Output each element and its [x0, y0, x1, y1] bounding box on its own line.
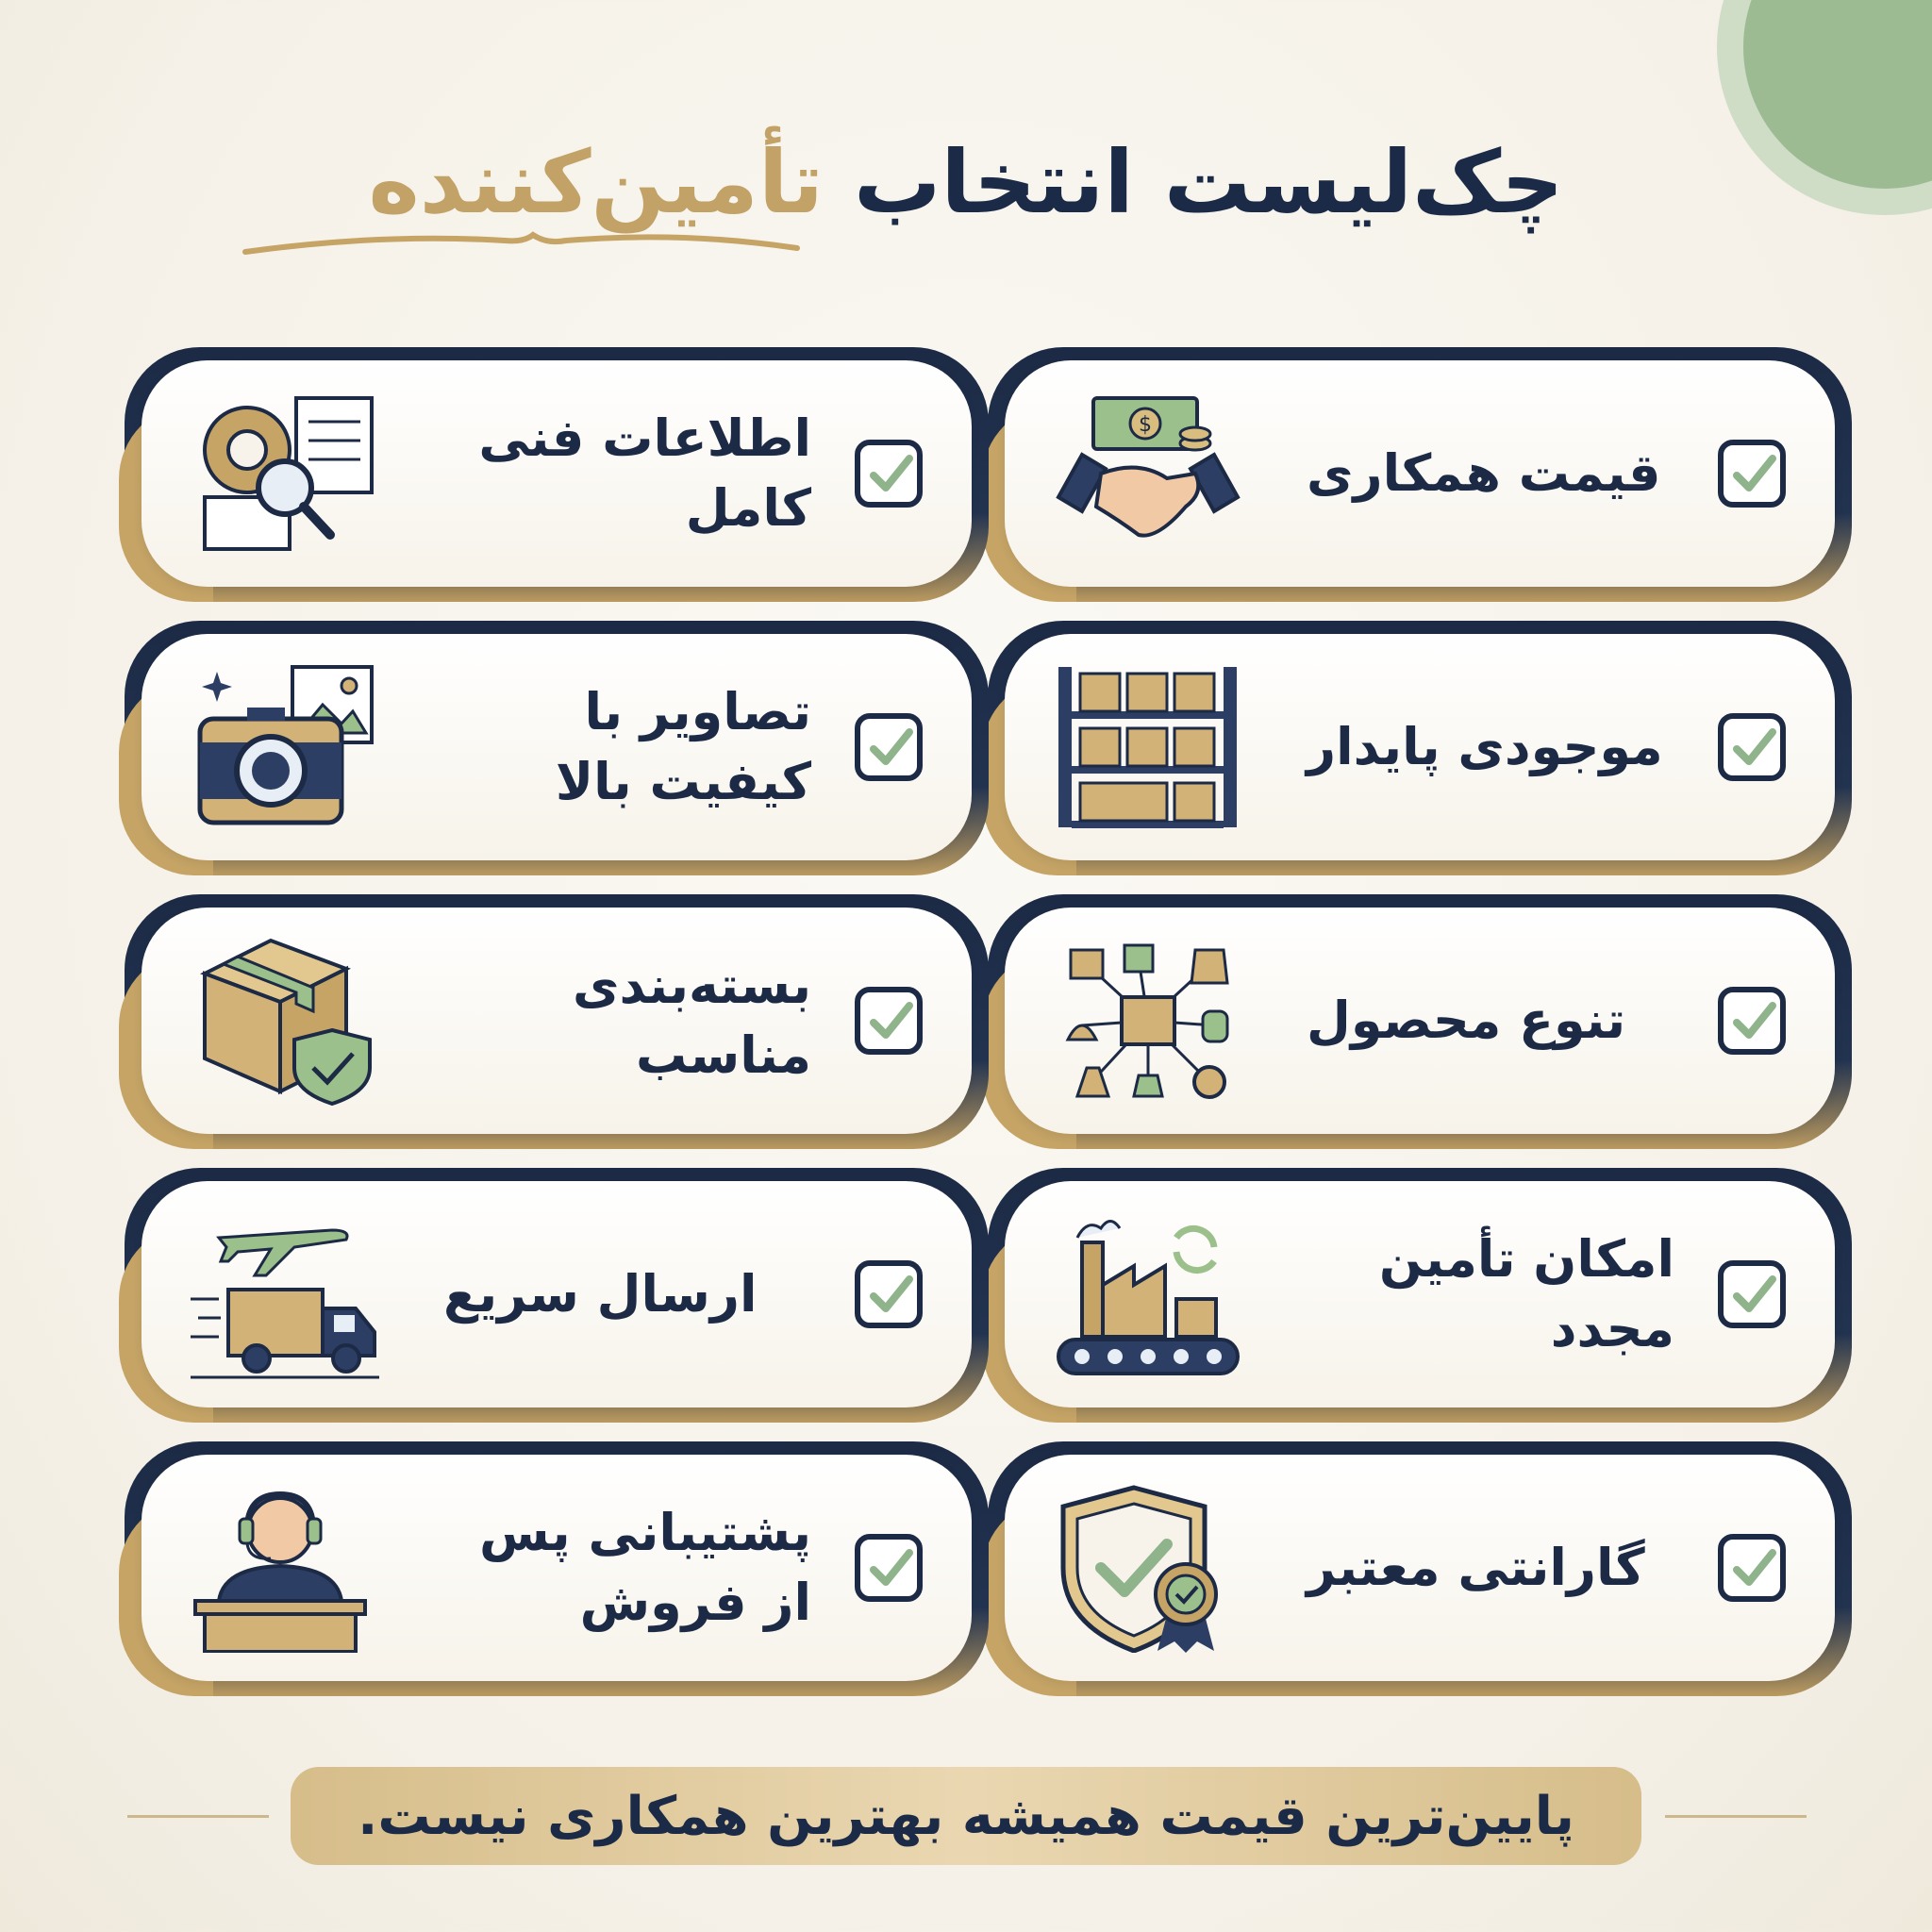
item-label: پشتیبانی پس از فروش	[479, 1503, 811, 1632]
box-shield-icon	[191, 936, 379, 1106]
checklist-item[interactable]	[1005, 1455, 1835, 1681]
checklist-item[interactable]	[142, 1455, 972, 1681]
item-label: موجودی پایدار	[1307, 717, 1663, 776]
gear-document-search-icon	[191, 389, 379, 558]
checklist-item[interactable]	[1005, 1181, 1835, 1407]
checkbox[interactable]	[855, 440, 923, 508]
checkbox[interactable]	[855, 1260, 923, 1328]
checklist-item[interactable]	[1005, 908, 1835, 1134]
item-label: قیمت همکاری	[1307, 443, 1661, 503]
footer-text: پایین‌ترین قیمت همیشه بهترین همکاری نیست.	[358, 1785, 1574, 1847]
checklist-item[interactable]	[142, 360, 972, 587]
item-label: گارانتی معتبر	[1307, 1538, 1645, 1597]
item-label: امکان تأمین مجدد	[1378, 1229, 1674, 1358]
checkbox[interactable]	[855, 1534, 923, 1602]
item-label: بسته‌بندی مناسب	[572, 956, 811, 1085]
checklist-item[interactable]	[142, 908, 972, 1134]
svg-text:$: $	[1139, 413, 1152, 437]
item-label: تصاویر با کیفیت بالا	[555, 682, 811, 811]
warehouse-shelf-icon	[1054, 662, 1242, 832]
title-accent: تأمین‌کننده	[368, 132, 824, 233]
checkbox[interactable]	[1718, 1534, 1786, 1602]
factory-conveyor-icon	[1054, 1209, 1242, 1379]
checkbox[interactable]	[1718, 440, 1786, 508]
handshake-money-icon	[1054, 389, 1242, 558]
checklist-item[interactable]	[142, 634, 972, 860]
checkbox[interactable]	[1718, 1260, 1786, 1328]
plane-truck-icon	[191, 1209, 379, 1379]
checkbox[interactable]	[1718, 987, 1786, 1055]
support-agent-icon	[191, 1483, 379, 1653]
checklist-item[interactable]	[1005, 634, 1835, 860]
footer-divider-left	[127, 1815, 269, 1818]
item-label: ارسال سریع	[443, 1264, 758, 1324]
item-label: اطلاعات فنی کامل	[478, 408, 811, 538]
checklist-item[interactable]	[1005, 360, 1835, 587]
title-main: چک‌لیست انتخاب	[853, 132, 1564, 233]
checkbox[interactable]	[1718, 713, 1786, 781]
product-network-icon	[1054, 936, 1242, 1106]
shield-badge-icon	[1054, 1483, 1242, 1653]
checklist-item[interactable]	[142, 1181, 972, 1407]
checkbox[interactable]	[855, 713, 923, 781]
checkbox[interactable]	[855, 987, 923, 1055]
footer-divider-right	[1665, 1815, 1807, 1818]
item-label: تنوع محصول	[1307, 991, 1626, 1050]
camera-photo-icon	[191, 662, 379, 832]
